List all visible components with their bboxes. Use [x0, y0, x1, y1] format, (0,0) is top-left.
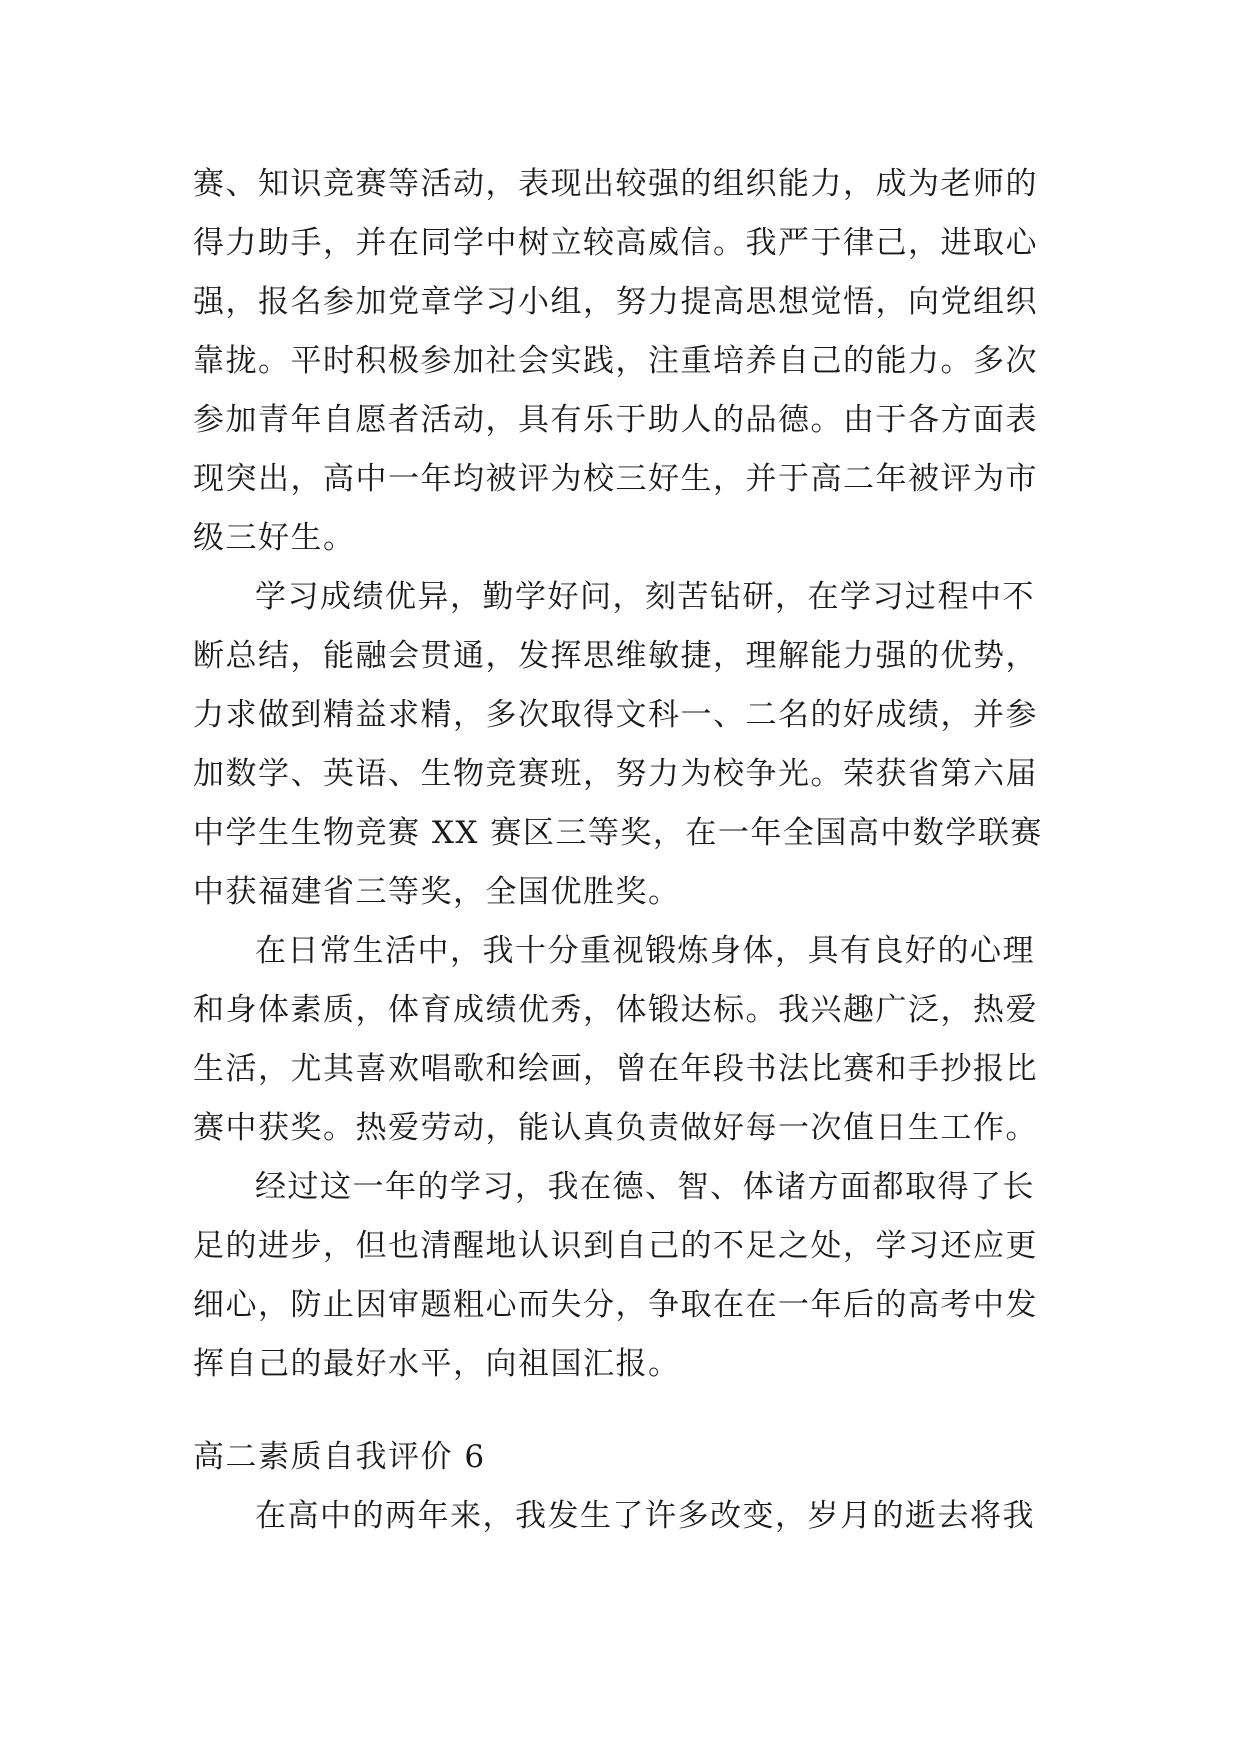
paragraph-line: 现突出，高中一年均被评为校三好生，并于高二年被评为市	[193, 461, 1038, 497]
paragraph-line: 经过这一年的学习，我在德、智、体诸方面都取得了长	[255, 1169, 1035, 1205]
paragraph-line: 足的进步，但也清醒地认识到自己的不足之处，学习还应更	[193, 1228, 1038, 1264]
paragraph-line: 强，报名参加党章学习小组，努力提高思想觉悟，向党组织	[193, 284, 1038, 320]
paragraph-line: 力求做到精益求精，多次取得文科一、二名的好成绩，并参	[193, 697, 1038, 733]
paragraph-line: 生活，尤其喜欢唱歌和绘画，曾在年段书法比赛和手抄报比	[193, 1051, 1038, 1087]
paragraph-line: 和身体素质，体育成绩优秀，体锻达标。我兴趣广泛，热爱	[193, 992, 1038, 1028]
paragraph-line: 学习成绩优异，勤学好问，刻苦钻研，在学习过程中不	[255, 579, 1035, 615]
paragraph-line: 级三好生。	[193, 520, 356, 556]
paragraph-line: 加数学、英语、生物竞赛班，努力为校争光。荣获省第六届	[193, 756, 1038, 792]
paragraph-line: 得力助手，并在同学中树立较高威信。我严于律己，进取心	[193, 225, 1038, 261]
paragraph-line: 靠拢。平时积极参加社会实践，注重培养自己的能力。多次	[193, 343, 1038, 379]
section-heading: 高二素质自我评价 6	[193, 1439, 486, 1475]
paragraph-line: 挥自己的最好水平，向祖国汇报。	[193, 1346, 681, 1382]
paragraph-line: 在高中的两年来，我发生了许多改变，岁月的逝去将我	[255, 1498, 1035, 1534]
paragraph-line: 赛中获奖。热爱劳动，能认真负责做好每一次值日生工作。	[193, 1110, 1038, 1146]
paragraph-line: 中学生生物竞赛 XX 赛区三等奖，在一年全国高中数学联赛	[193, 815, 1043, 851]
paragraph-line: 断总结，能融会贯通，发挥思维敏捷，理解能力强的优势，	[193, 638, 1038, 674]
paragraph-line: 参加青年自愿者活动，具有乐于助人的品德。由于各方面表	[193, 402, 1038, 438]
paragraph-line: 细心，防止因审题粗心而失分，争取在在一年后的高考中发	[193, 1287, 1038, 1323]
paragraph-line: 在日常生活中，我十分重视锻炼身体，具有良好的心理	[255, 933, 1035, 969]
paragraph-line: 中获福建省三等奖，全国优胜奖。	[193, 874, 681, 910]
paragraph-line: 赛、知识竞赛等活动，表现出较强的组织能力，成为老师的	[193, 166, 1038, 202]
